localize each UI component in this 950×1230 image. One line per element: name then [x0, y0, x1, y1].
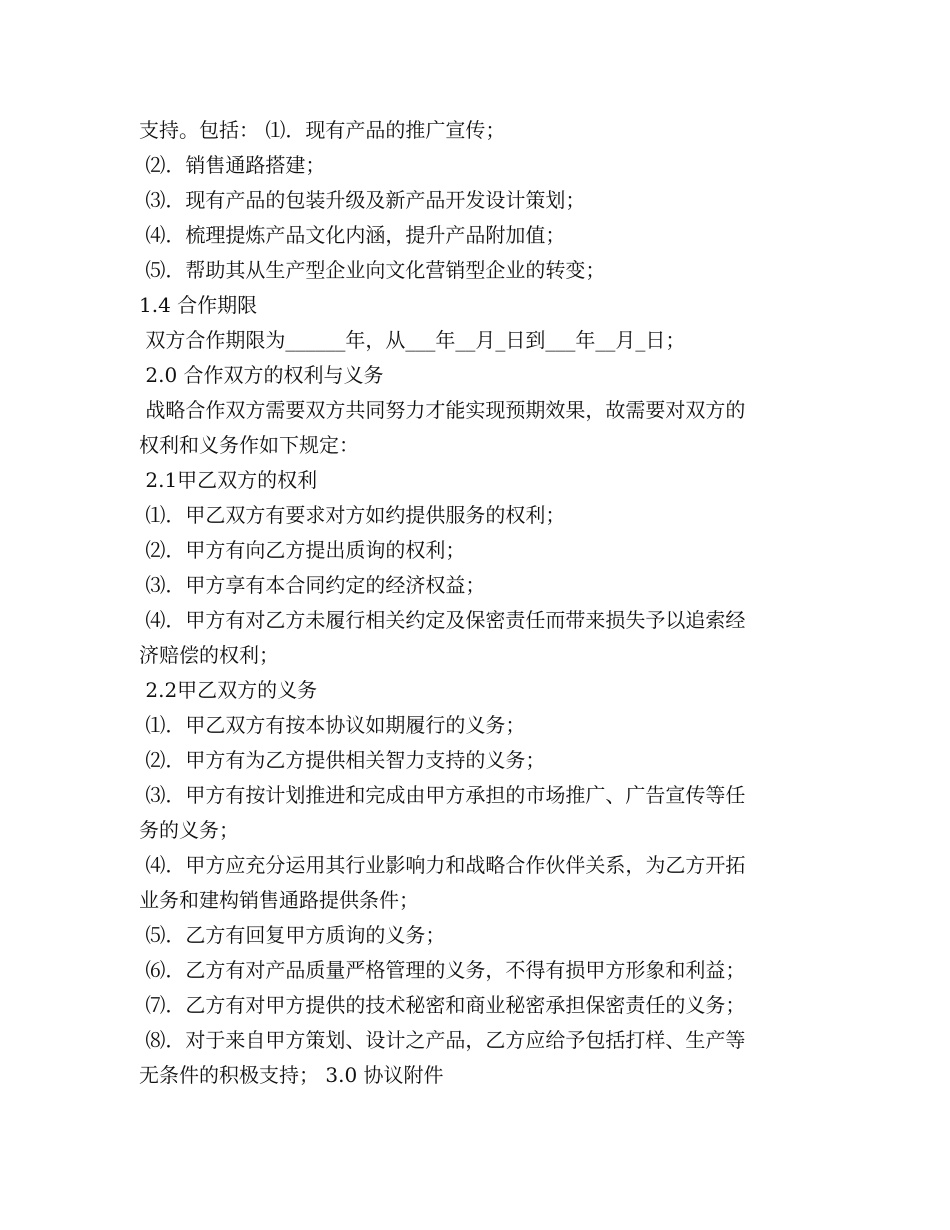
text-line: ⑻．对于来自甲方策划、设计之产品，乙方应给予包括打样、生产等: [139, 1028, 746, 1052]
text-line: ⑸．乙方有回复甲方质询的义务；: [139, 923, 446, 947]
text-line: 权利和义务作如下规定：: [139, 433, 359, 457]
text-line: ⑶．甲方有按计划推进和完成由甲方承担的市场推广、广告宣传等任: [139, 783, 746, 807]
text-line: 双方合作期限为______年，从___年__月_日到___年__月_日；: [139, 328, 686, 352]
section-heading: 2.2甲乙双方的义务: [139, 678, 318, 702]
text-line: ⑷．甲方应充分运用其行业影响力和战略合作伙伴关系，为乙方开拓: [139, 853, 746, 877]
text-line: 济赔偿的权利；: [139, 643, 279, 667]
text-line: ⑵．甲方有为乙方提供相关智力支持的义务；: [139, 748, 546, 772]
text-line: ⑹．乙方有对产品质量严格管理的义务，不得有损甲方形象和利益；: [139, 958, 746, 982]
text-line: ⑵．销售通路搭建；: [139, 153, 326, 177]
text-line: ⑺．乙方有对甲方提供的技术秘密和商业秘密承担保密责任的义务；: [139, 993, 746, 1017]
text-line: ⑷．甲方有对乙方未履行相关约定及保密责任而带来损失予以追索经: [139, 608, 746, 632]
text-line: ⑶．甲方享有本合同约定的经济权益；: [139, 573, 486, 597]
text-line: ⑷．梳理提炼产品文化内涵，提升产品附加值；: [139, 223, 566, 247]
text-line: 支持。包括： ⑴．现有产品的推广宣传；: [139, 118, 506, 142]
document-body: [139, 113, 829, 1093]
text-line: ⑵．甲方有向乙方提出质询的权利；: [139, 538, 466, 562]
text-line: 战略合作双方需要双方共同努力才能实现预期效果，故需要对双方的: [139, 398, 746, 422]
text-line: 无条件的积极支持； 3.0 协议附件: [139, 1063, 444, 1087]
section-heading: 2.1甲乙双方的权利: [139, 468, 318, 492]
section-heading: 2.0 合作双方的权利与义务: [139, 363, 384, 387]
section-heading: 1.4 合作期限: [139, 293, 258, 317]
text-line: 业务和建构销售通路提供条件；: [139, 888, 419, 912]
text-line: ⑸．帮助其从生产型企业向文化营销型企业的转变；: [139, 258, 606, 282]
text-line: ⑶．现有产品的包装升级及新产品开发设计策划；: [139, 188, 586, 212]
text-line: ⑴．甲乙双方有按本协议如期履行的义务；: [139, 713, 526, 737]
text-line: ⑴．甲乙双方有要求对方如约提供服务的权利；: [139, 503, 566, 527]
text-line: 务的义务；: [139, 818, 239, 842]
